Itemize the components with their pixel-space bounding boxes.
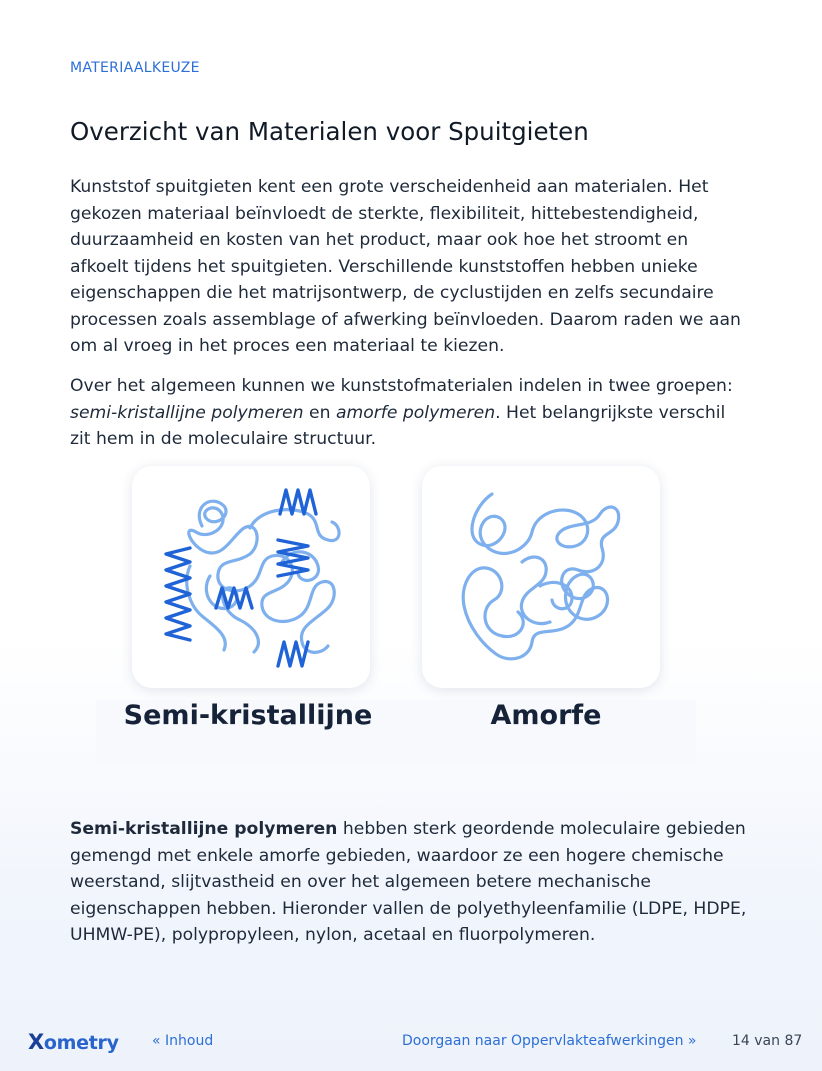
next-section-link[interactable]: Doorgaan naar Oppervlakteafwerkingen » [402, 1033, 697, 1049]
groups-text-after: . Het belangrijkste verschil zit hem in de moleculaire structuur. [70, 402, 726, 449]
amorphous-polymer-icon [422, 466, 660, 688]
semi-crystalline-illustration [132, 466, 370, 688]
semi-crystalline-paragraph [70, 816, 750, 949]
groups-text-before: Over het algemeen kunnen we kunststofmaterialen indelen in twee groepen: [70, 376, 733, 396]
logo-wordmark: ometry [43, 1032, 119, 1054]
semi-crystalline-lead: Semi-kristallijne polymeren [70, 819, 338, 839]
groups-paragraph [70, 373, 750, 453]
footer [0, 1028, 822, 1058]
section-label: MATERIAALKEUZE [70, 60, 200, 76]
page-indicator: 14 van 87 [732, 1033, 803, 1049]
semi-crystalline-polymer-icon [132, 466, 370, 688]
term-semi-crystalline: semi-kristallijne polymeren [70, 402, 304, 423]
amorphous-caption: Amorfe [490, 700, 602, 731]
intro-paragraph: Kunststof spuitgieten kent een grote verscheidenheid aan materialen. Het gekozen materiaal beïnvloedt de sterkte, flexibiliteit, hittebestendigheid, duurzaamheid en kosten van het product, maar ook hoe het stroomt en afkoelt tijdens het spuitgieten. Verschillende kunststoffen hebben unieke eigenschappen die het matrijsontwerp, de cyclustijden en zelfs secundaire processen zoals assemblage of afwerking beïnvloeden. Daarom raden we aan om al vroeg in het proces een materiaal te kiezen. [70, 177, 741, 356]
semi-crystalline-description: hebben sterk geordende moleculaire gebieden gemengd met enkele amorfe gebieden, waardoor ze een hogere chemische weerstand, slijtvastheid en over het algemeen betere mechanische eigenschappen hebben. Hieronder vallen de polyethyleenfamilie (LDPE, HDPE, UHMW-PE), polypropyleen, nylon, acetaal en fluorpolymeren. [70, 819, 747, 945]
page-title: Overzicht van Materialen voor Spuitgieten [70, 117, 589, 146]
toc-link[interactable]: « Inhoud [152, 1033, 214, 1049]
xometry-logo[interactable] [28, 1030, 119, 1054]
logo-x-mark: X [28, 1030, 44, 1054]
amorphous-illustration [422, 466, 660, 688]
semi-crystalline-caption: Semi-kristallijne [123, 700, 373, 731]
term-amorphous: amorfe polymeren [335, 402, 496, 423]
groups-text-middle: en [303, 402, 336, 423]
